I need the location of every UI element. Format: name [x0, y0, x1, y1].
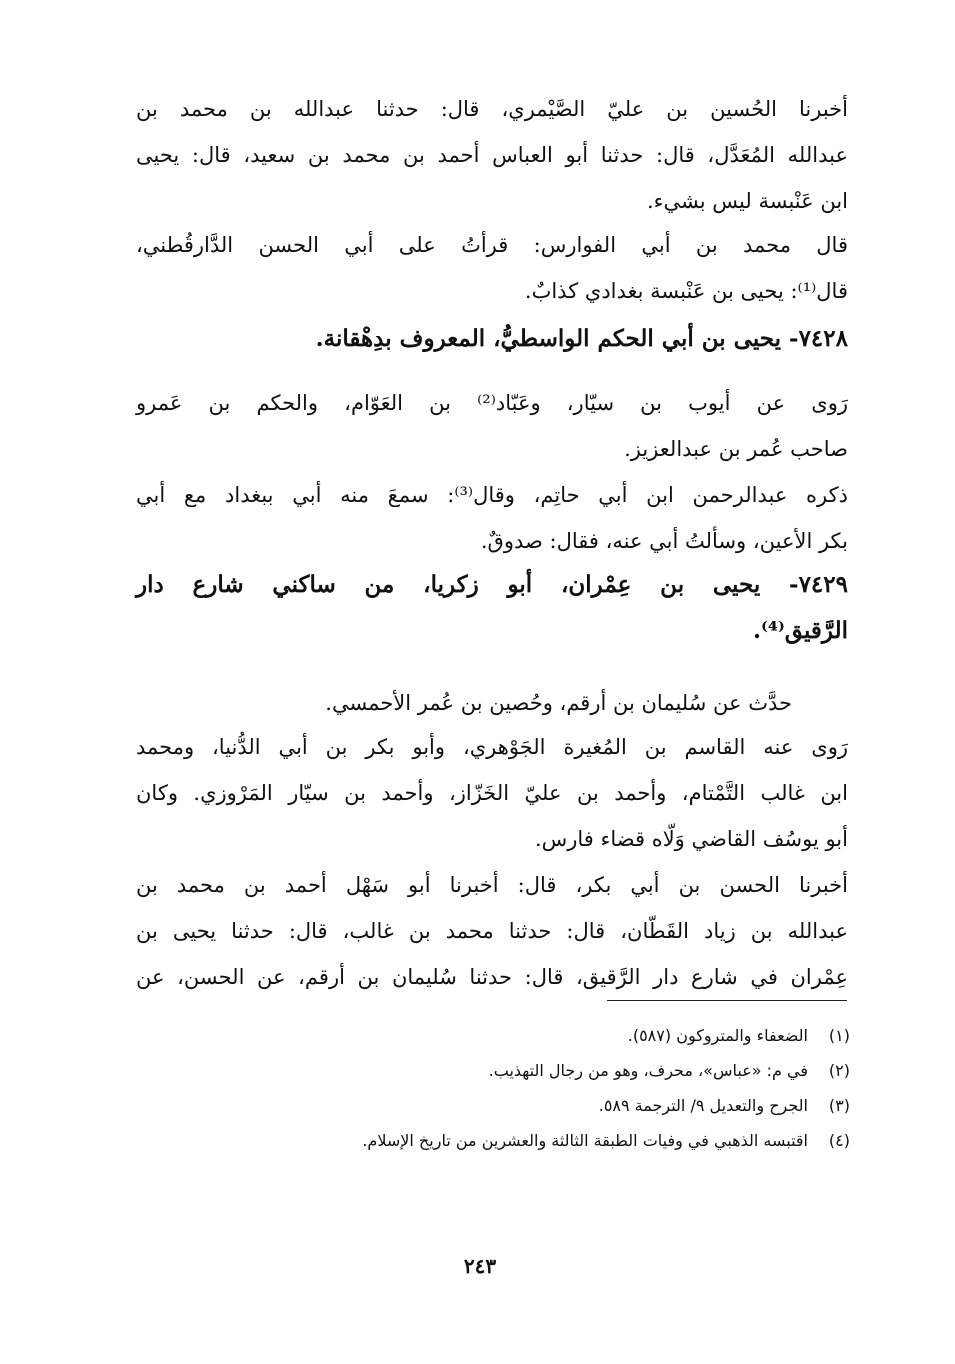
paragraph-ibn-abi-hatim [136, 472, 848, 564]
entry-heading-7429 [136, 562, 848, 654]
text-line: ذكره عبدالرحمن ابن أبي حاتِم، وقال⁽³⁾: سمعَ منه أبي ببغداد مع أبي [136, 483, 848, 507]
text-line: صاحب عُمر بن عبدالعزيز. [624, 437, 848, 461]
heading-line: الرَّقيق⁽⁴⁾. [753, 617, 848, 644]
footnote-text: في م: «عباس»، محرف، وهو من رجال التهذيب. [488, 1061, 808, 1080]
paragraph-isnad-2 [136, 862, 848, 1000]
entry-heading-7428 [136, 316, 848, 362]
footnote-text: اقتبسه الذهبي في وفيات الطبقة الثالثة والعشرين من تاريخ الإسلام. [362, 1131, 808, 1150]
paragraph-rawa-anhu [136, 724, 848, 862]
paragraph-daraqutni [136, 222, 848, 314]
text-line: رَوى عنه القاسم بن المُغيرة الجَوْهري، وأبو بكر بن أبي الدُّنيا، ومحمد [136, 735, 848, 759]
page-number: ٢٤٣ [463, 1254, 497, 1278]
text-line: قال محمد بن أبي الفوارس: قرأتُ على أبي الحسن الدَّارقُطني، [136, 233, 848, 257]
text-line: عِمْران في شارع دار الرَّقيق، قال: حدثنا سُليمان بن أرقم، عن الحسن، عن [136, 965, 848, 989]
footnote-item [260, 1088, 850, 1123]
text-line: قال⁽¹⁾: يحيى بن عَنْبسة بغدادي كذابٌ. [524, 279, 848, 303]
heading-line: ٧٤٢٨- يحيى بن أبي الحكم الواسطيُّ، المعروف بدِهْقانة. [315, 325, 848, 352]
footnote-number: (٢) [828, 1061, 850, 1080]
footnote-number: (١) [828, 1026, 850, 1045]
text-line: بكر الأعين، وسألتُ أبي عنه، فقال: صدوقٌ. [480, 529, 848, 553]
footnote-item [260, 1018, 850, 1053]
footnote-text: الضعفاء والمتروكون (٥٨٧). [627, 1026, 808, 1045]
paragraph-narrators [136, 380, 848, 472]
footnote-number: (٣) [828, 1096, 850, 1115]
footnotes [260, 1018, 850, 1158]
text-line: أبو يوسُف القاضي وَلّاه قضاء فارس. [534, 827, 848, 851]
text-line: ابن غالب التَّمْتام، وأحمد بن عليّ الخَزّاز، وأحمد بن سيّار المَرْوزي. وكان [136, 781, 848, 805]
footnote-number: (٤) [828, 1131, 850, 1150]
paragraph-isnad-1 [136, 86, 848, 224]
text-line: عبدالله بن زياد القَطّان، قال: حدثنا محمد بن غالب، قال: حدثنا يحيى بن [136, 919, 848, 943]
footnote-separator [607, 1000, 847, 1001]
text-line: عبدالله المُعَدَّل، قال: حدثنا أبو العباس أحمد بن محمد بن سعيد، قال: يحيى [136, 143, 848, 167]
footnote-item [260, 1053, 850, 1088]
footnote-item [260, 1123, 850, 1158]
paragraph-haddatha [136, 680, 848, 726]
text-line: أخبرنا الحسن بن أبي بكر، قال: أخبرنا أبو سَهْل أحمد بن محمد بن [136, 873, 848, 897]
text-line: ابن عَنْبسة ليس بشيء. [646, 189, 848, 213]
footnote-text: الجرح والتعديل ٩/ الترجمة ٥٨٩. [598, 1096, 808, 1115]
heading-line: ٧٤٢٩- يحيى بن عِمْران، أبو زكريا، من ساكني شارع دار [136, 571, 848, 598]
text-line: أخبرنا الحُسين بن عليّ الصَّيْمري، قال: حدثنا عبدالله بن محمد بن [136, 97, 848, 121]
text-line: حدَّث عن سُليمان بن أرقم، وحُصين بن عُمر الأحمسي. [325, 691, 792, 715]
text-line: رَوى عن أيوب بن سيّار، وعَبّاد⁽²⁾ بن العَوّام، والحكم بن عَمرو [136, 391, 848, 415]
